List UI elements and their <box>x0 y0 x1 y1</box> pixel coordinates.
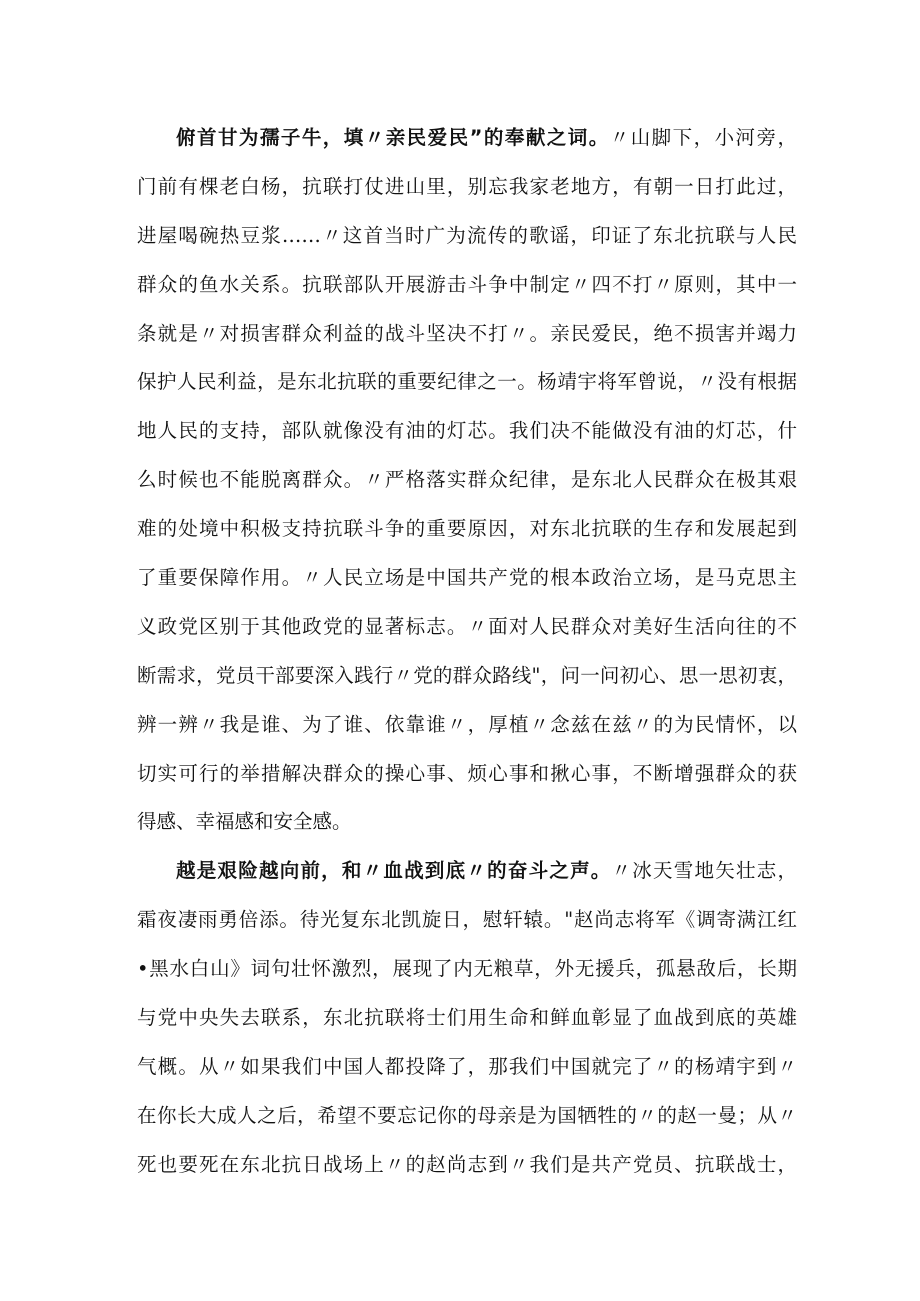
paragraph-1-line: 门前有棵老白杨，抗联打仗进山里，别忘我家老地方，有朝一日打此过， <box>137 174 797 198</box>
paragraph-1-line: 群众的鱼水关系。抗联部队开展游击斗争中制定〃四不打〃原则，其中一 <box>137 272 797 296</box>
paragraph-1-line: 辨一辨〃我是谁、为了谁、依靠谁〃，厚植〃念兹在兹〃的为民情怀，以 <box>137 712 797 736</box>
paragraph-1-line: 断需求，党员干部要深入践行〃党的群众路线"，问一问初心、思一思初衷， <box>137 663 797 687</box>
paragraph-1-line: 么时候也不能脱离群众。〃严格落实群众纪律，是东北人民群众在极其艰 <box>137 468 797 492</box>
paragraph-2-line: 在你长大成人之后，希望不要忘记你的母亲是为国牺牲的〃的赵一曼；从〃 <box>137 1103 797 1127</box>
paragraph-1-line: 切实可行的举措解决群众的操心事、烦心事和揪心事，不断增强群众的获 <box>137 761 797 785</box>
paragraph-1-text: 〃山脚下，小河旁， <box>609 126 797 149</box>
paragraph-2-line: 霜夜凄雨勇倍添。待光复东北凯旋日，慰轩辕。"赵尚志将军《调寄满江红 <box>137 908 797 932</box>
paragraph-1-line: 难的处境中积极支持抗联斗争的重要原因，对东北抗联的生存和发展起到 <box>137 517 797 541</box>
paragraph-1-line: 条就是〃对损害群众利益的战斗坚决不打〃。亲民爱民，绝不损害并竭力 <box>137 321 797 345</box>
paragraph-1-line: 得感、幸福感和安全感。 <box>137 810 352 834</box>
paragraph-1-line: 进屋喝碗热豆浆……〃这首当时广为流传的歌谣，印证了东北抗联与人民 <box>137 223 797 247</box>
paragraph-2-line-1 <box>137 847 797 896</box>
body-text <box>137 114 797 1190</box>
paragraph-2-text: 〃冰天雪地矢壮志， <box>611 859 797 883</box>
paragraph-1-line: 义政党区别于其他政党的显著标志。〃面对人民群众对美好生活向往的不 <box>137 614 797 638</box>
paragraph-2-line: •黑水白山》词句壮怀激烈，展现了内无粮草，外无援兵，孤悬敌后，长期 <box>137 957 797 981</box>
paragraph-1-line: 地人民的支持，部队就像没有油的灯芯。我们决不能做没有油的灯芯，什 <box>137 419 797 443</box>
paragraph-1-line-1 <box>137 114 797 163</box>
paragraph-1-line: 保护人民利益，是东北抗联的重要纪律之一。杨靖宇将军曾说，〃没有根据 <box>137 370 797 394</box>
paragraph-2-line: 死也要死在东北抗日战场上〃的赵尚志到〃我们是共产党员、抗联战士， <box>137 1152 797 1176</box>
paragraph-2-line: 气概。从〃如果我们中国人都投降了，那我们中国就完了〃的杨靖宇到〃 <box>137 1054 797 1078</box>
paragraph-2-heading: 越是艰险越向前，和〃血战到底〃的奋斗之声。 <box>176 859 612 883</box>
paragraph-1-heading: 俯首甘为孺子牛，填〃亲民爱民”的奉献之词。 <box>176 126 610 149</box>
paragraph-1-line: 了重要保障作用。〃人民立场是中国共产党的根本政治立场，是马克思主 <box>137 566 797 590</box>
paragraph-2-line: 与党中央失去联系，东北抗联将士们用生命和鲜血彰显了血战到底的英雄 <box>137 1006 797 1030</box>
